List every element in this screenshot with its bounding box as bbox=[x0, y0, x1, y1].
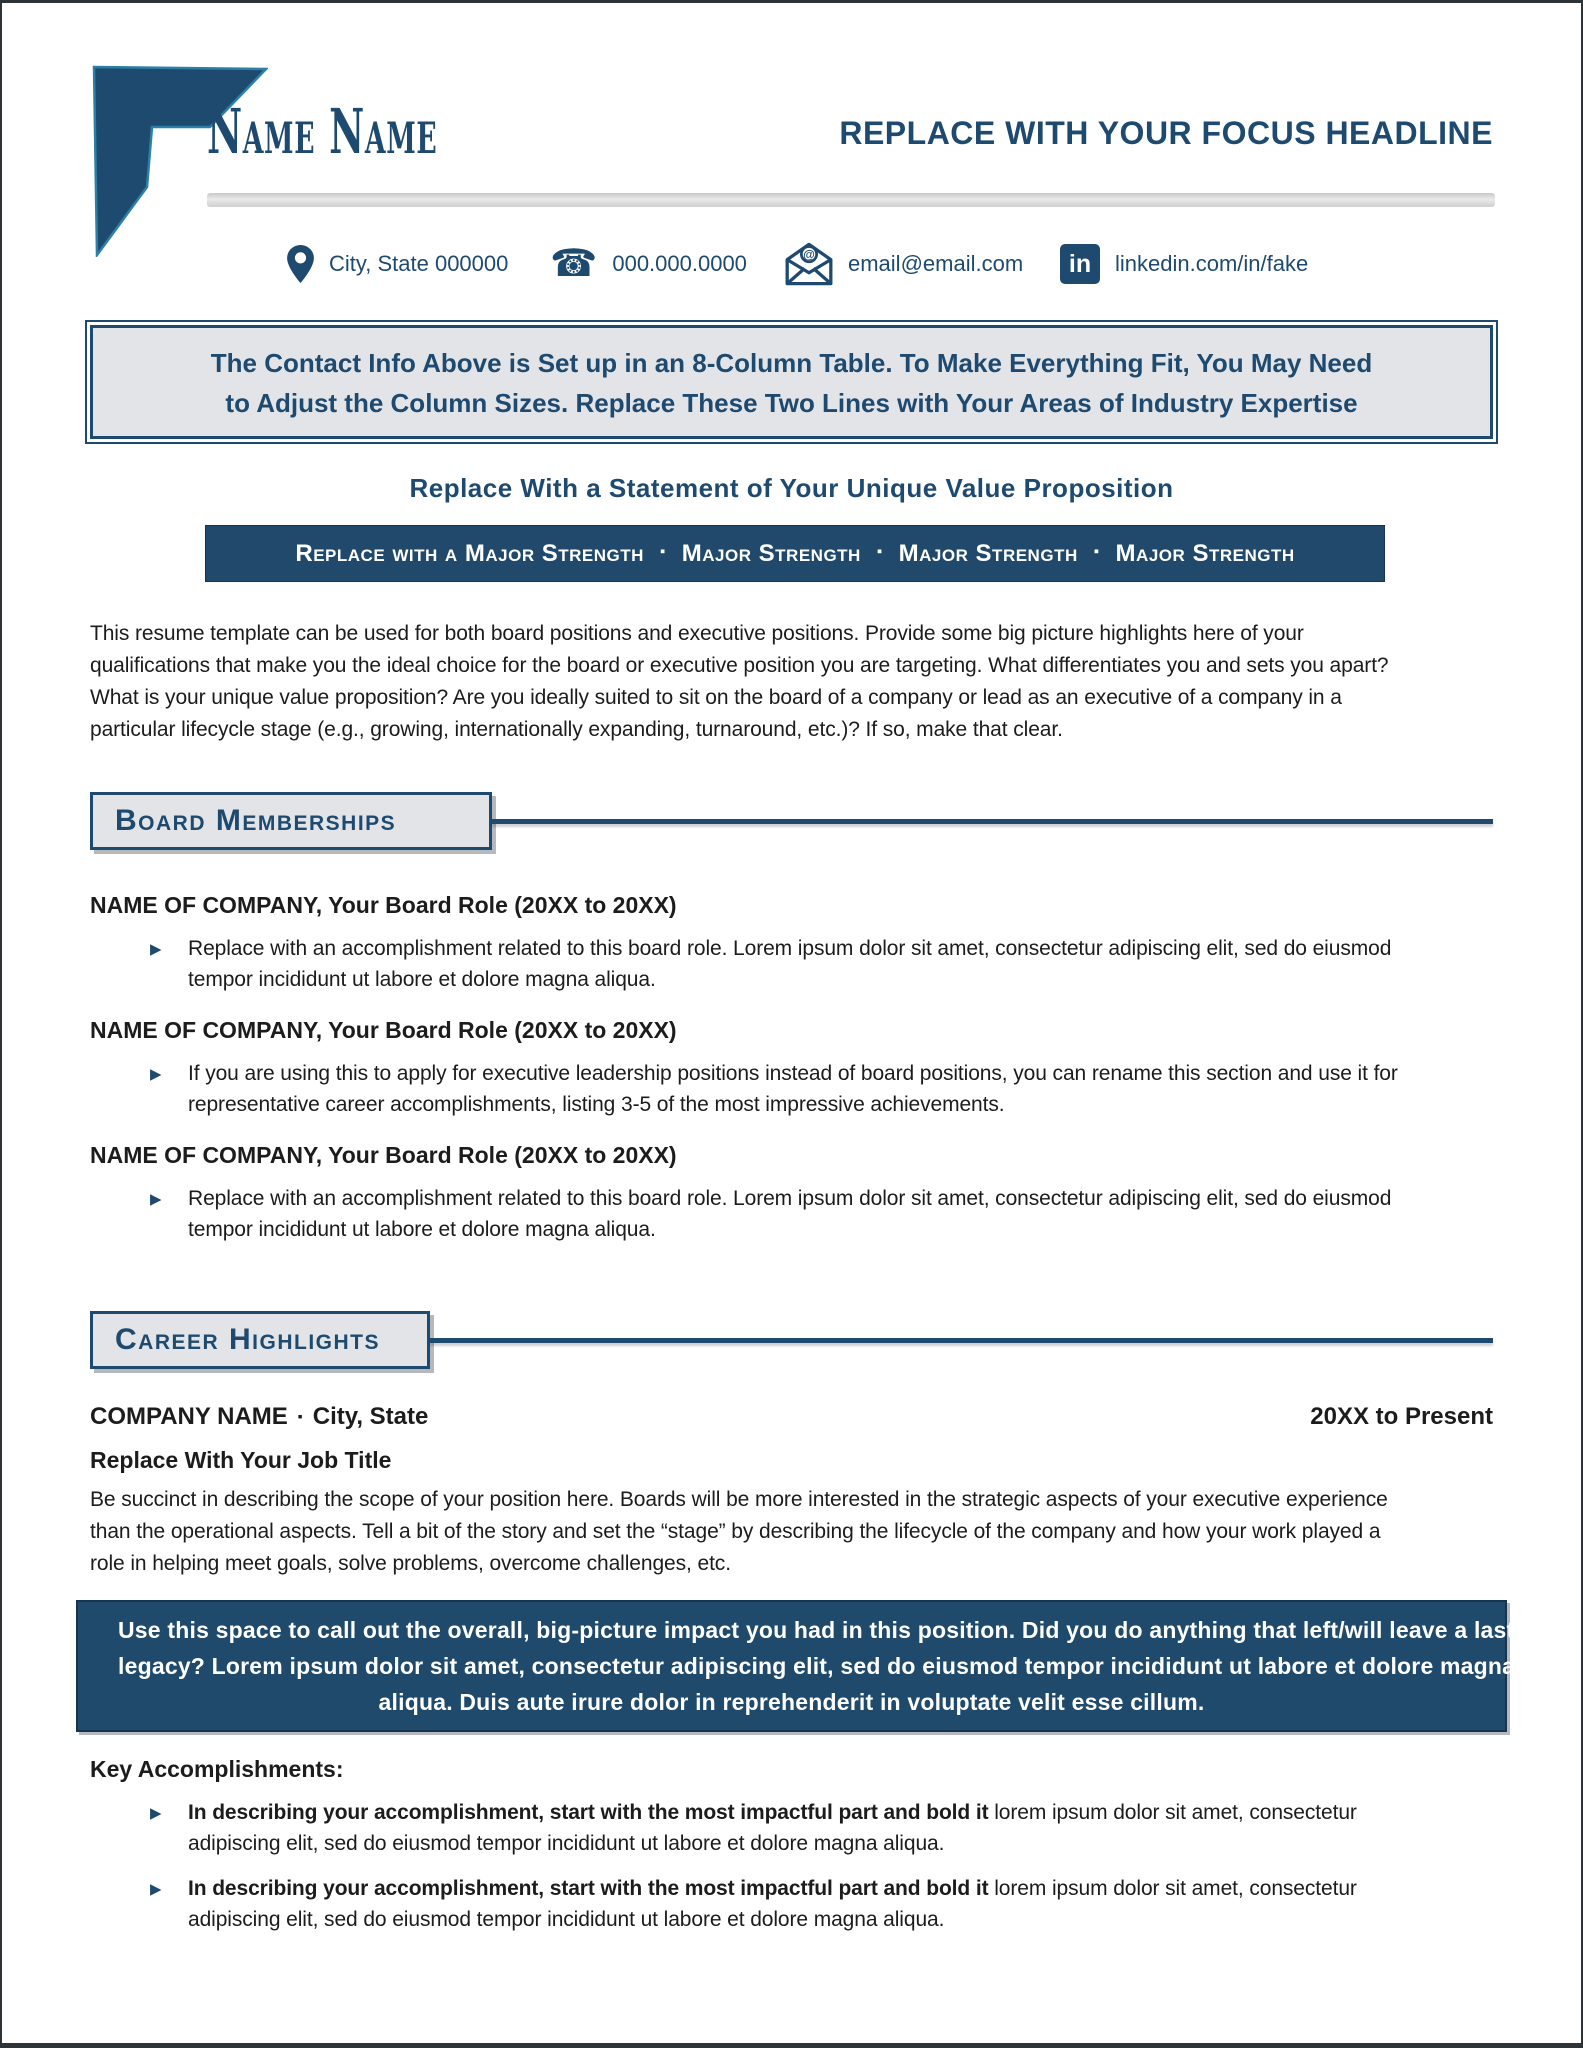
bullet-arrow-icon: ▸ bbox=[150, 1875, 162, 1901]
board-entry-bullet bbox=[150, 1183, 1493, 1245]
bullet-text bbox=[188, 1873, 1357, 1935]
bullet-arrow-icon: ▸ bbox=[150, 1185, 162, 1211]
board-entry-title: NAME OF COMPANY, Your Board Role (20XX to 20XX) bbox=[90, 1017, 677, 1043]
location-text: City, State 000000 bbox=[329, 251, 509, 276]
bullet-bold-lead: In describing your accomplishment, start with the most impactful part and bold it bbox=[188, 1801, 989, 1824]
board-entry-title: NAME OF COMPANY, Your Board Role (20XX to 20XX) bbox=[90, 1142, 677, 1168]
bullet-text bbox=[188, 1797, 1357, 1859]
bullet-text bbox=[188, 1058, 1398, 1120]
company-row bbox=[90, 1403, 1493, 1431]
svg-text:@: @ bbox=[803, 247, 815, 262]
key-accomplishments-label: Key Accomplishments: bbox=[90, 1756, 344, 1782]
job-title: Replace With Your Job Title bbox=[90, 1447, 392, 1473]
scope-line: Be succinct in describing the scope of your position here. Boards will be more interested in the strategic aspects of your executive experience bbox=[90, 1488, 1388, 1511]
bullet-normal-text: lorem ipsum dolor sit amet, consectetur bbox=[988, 1877, 1357, 1900]
square-separator-icon: ▪ bbox=[876, 543, 883, 560]
note-line: The Contact Info Above is Set up in an 8-Column Table. To Make Everything Fit, You May Need bbox=[210, 348, 1373, 378]
company-name-location bbox=[90, 1403, 428, 1431]
contact-location bbox=[287, 236, 508, 292]
bullet-arrow-icon: ▸ bbox=[150, 935, 162, 961]
bullet-text bbox=[188, 1183, 1391, 1245]
section-header-board-memberships bbox=[90, 792, 1493, 850]
contact-phone bbox=[550, 236, 747, 292]
square-separator-icon: ▪ bbox=[1093, 543, 1100, 560]
company-name: COMPANY NAME bbox=[90, 1403, 288, 1430]
bullet-line: If you are using this to apply for executive leadership positions instead of board positions, you can rename this section and use it for bbox=[188, 1062, 1398, 1085]
square-separator-icon: ▪ bbox=[659, 543, 666, 560]
contact-table-note-callout bbox=[90, 325, 1493, 439]
section-title-box: Board Memberships bbox=[90, 792, 492, 850]
position-scope-paragraph bbox=[90, 1484, 1493, 1580]
square-separator-icon: ▪ bbox=[297, 1408, 303, 1424]
employment-dates: 20XX to Present bbox=[1310, 1403, 1493, 1430]
section-title-box: Career Highlights bbox=[90, 1311, 430, 1369]
bullet-text bbox=[188, 933, 1391, 995]
bullet-line: representative career accomplishments, listing 3-5 of the most impressive achievements. bbox=[188, 1093, 1005, 1116]
bullet-arrow-icon: ▸ bbox=[150, 1060, 162, 1086]
impact-line: Use this space to call out the overall, big-picture impact you had in this position. Did you do anything that left/will leave a lasting bbox=[118, 1617, 1550, 1643]
bullet-line: Replace with an accomplishment related to this board role. Lorem ipsum dolor sit amet, consectetur adipiscing elit, sed do eiusmod bbox=[188, 1187, 1392, 1210]
bullet-line: adipiscing elit, sed do eiusmod tempor incididunt ut labore et dolore magna aliqua. bbox=[188, 1908, 945, 1931]
bullet-line: adipiscing elit, sed do eiusmod tempor incididunt ut labore et dolore magna aliqua. bbox=[188, 1832, 945, 1855]
section-rule bbox=[430, 1338, 1493, 1343]
summary-line: This resume template can be used for both board positions and executive positions. Provide some big picture highlights here of your bbox=[90, 622, 1304, 645]
resume-body bbox=[2, 325, 1581, 1935]
scope-line: role in helping meet goals, solve problems, overcome challenges, etc. bbox=[90, 1552, 731, 1575]
bullet-line: Replace with an accomplishment related to this board role. Lorem ipsum dolor sit amet, consectetur adipiscing elit, sed do eiusmod bbox=[188, 937, 1392, 960]
board-entry-title: NAME OF COMPANY, Your Board Role (20XX to 20XX) bbox=[90, 892, 677, 918]
bullet-normal-text: lorem ipsum dolor sit amet, consectetur bbox=[988, 1801, 1357, 1824]
strength-item: Major Strength bbox=[681, 539, 861, 567]
contact-row bbox=[2, 236, 1581, 292]
value-proposition-statement: Replace With a Statement of Your Unique Value Proposition bbox=[409, 473, 1174, 503]
bullet-arrow-icon: ▸ bbox=[150, 1799, 162, 1825]
bullet-line: tempor incididunt ut labore et dolore magna aliqua. bbox=[188, 1218, 656, 1241]
section-header-career-highlights bbox=[90, 1311, 1493, 1369]
impact-line: legacy? Lorem ipsum dolor sit amet, consectetur adipiscing elit, sed do eiusmod tempor incididunt ut labore et dolore magna bbox=[118, 1653, 1516, 1679]
contact-email bbox=[785, 236, 1023, 292]
linkedin-text[interactable]: linkedin.com/in/fake bbox=[1115, 251, 1309, 276]
impact-callout bbox=[76, 1600, 1550, 1732]
candidate-name: Name Name bbox=[207, 95, 438, 168]
linkedin-icon: in bbox=[1060, 244, 1100, 284]
section-rule bbox=[492, 819, 1493, 824]
impact-line: aliqua. Duis aute irure dolor in reprehenderit in voluptate velit esse cillum. bbox=[378, 1689, 1205, 1715]
strength-item: Major Strength bbox=[898, 539, 1078, 567]
contact-linkedin bbox=[1060, 236, 1308, 292]
summary-line: What is your unique value proposition? Are you ideally suited to sit on the board of a company or lead as an executive of a company in a bbox=[90, 686, 1342, 709]
email-icon bbox=[785, 242, 833, 286]
strength-item: Replace with a Major Strength bbox=[295, 539, 644, 567]
summary-line: qualifications that make you the ideal choice for the board or executive position you are targeting. What differentiates you and sets you apart? bbox=[90, 654, 1389, 677]
bullet-line: tempor incididunt ut labore et dolore magna aliqua. bbox=[188, 968, 656, 991]
summary-paragraph bbox=[90, 618, 1493, 746]
resume-header bbox=[2, 3, 1581, 325]
scope-line: than the operational aspects. Tell a bit of the story and set the “stage” by describing the lifecycle of the company and how your work played a bbox=[90, 1520, 1381, 1543]
focus-headline: REPLACE WITH YOUR FOCUS HEADLINE bbox=[839, 115, 1493, 151]
company-location: City, State bbox=[312, 1403, 429, 1430]
summary-line: particular lifecycle stage (e.g., growing, internationally expanding, turnaround, etc.)? If so, make that clear. bbox=[90, 718, 1063, 741]
key-accomplishment-bullet bbox=[150, 1797, 1493, 1859]
phone-text: 000.000.0000 bbox=[612, 251, 747, 276]
note-line: to Adjust the Column Sizes. Replace These Two Lines with Your Areas of Industry Expertise bbox=[225, 388, 1358, 418]
email-text[interactable]: email@email.com bbox=[848, 251, 1024, 276]
phone-icon: ☎ bbox=[550, 243, 598, 285]
header-divider-bar bbox=[207, 193, 1495, 207]
major-strengths-bar bbox=[205, 525, 1385, 582]
strength-item: Major Strength bbox=[1115, 539, 1295, 567]
bullet-bold-lead: In describing your accomplishment, start with the most impactful part and bold it bbox=[188, 1877, 989, 1900]
key-accomplishment-bullet bbox=[150, 1873, 1493, 1935]
location-pin-icon bbox=[287, 245, 314, 283]
board-entry-bullet bbox=[150, 1058, 1493, 1120]
board-entry-bullet bbox=[150, 933, 1493, 995]
